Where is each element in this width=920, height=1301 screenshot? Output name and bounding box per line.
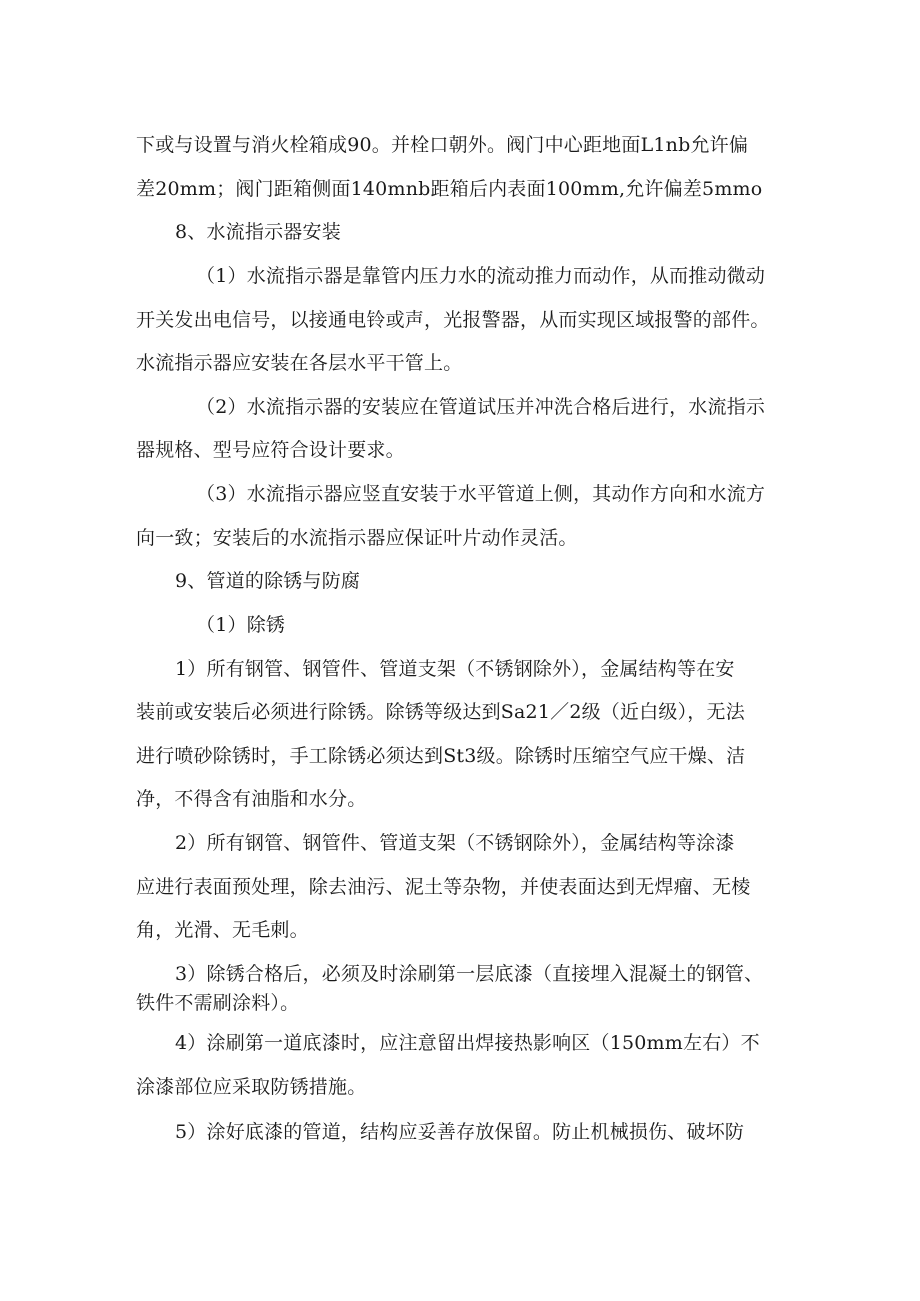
text-line: 水流指示器应安装在各层水平干管上。 bbox=[136, 352, 463, 374]
text-line: 3）除锈合格后，必须及时涂刷第一层底漆（直接埋入混凝土的钢管、 bbox=[175, 963, 764, 985]
text-line: 下或与设置与消火栓箱成90。并栓口朝外。阀门中心距地面L1nb允许偏 bbox=[136, 134, 749, 156]
subsection-heading: （1）除锈 bbox=[196, 614, 286, 636]
text-line: 5）涂好底漆的管道，结构应妥善存放保留。防止机械损伤、破坏防 bbox=[175, 1121, 745, 1143]
text-line: 角，光滑、无毛刺。 bbox=[136, 919, 309, 941]
text-line: （3）水流指示器应竖直安装于水平管道上侧，其动作方向和水流方 bbox=[196, 483, 766, 505]
text-line: 铁件不需刷涂料）。 bbox=[136, 992, 300, 1014]
text-line: 应进行表面预处理，除去油污、泥土等杂物，并使表面达到无焊瘤、无棱 bbox=[136, 876, 751, 898]
text-line: 器规格、型号应符合设计要求。 bbox=[136, 439, 405, 461]
text-line: 4）涂刷第一道底漆时，应注意留出焊接热影响区（150mm左右）不 bbox=[175, 1032, 760, 1054]
text-line: 进行喷砂除锈时，手工除锈必须达到St3级。除锈时压缩空气应干燥、洁 bbox=[136, 745, 746, 767]
text-line: 开关发出电信号，以接通电铃或声，光报警器，从而实现区域报警的部件。 bbox=[136, 309, 770, 331]
text-line: 1）所有钢管、钢管件、管道支架（不锈钢除外），金属结构等在安 bbox=[175, 658, 735, 680]
text-line: 装前或安装后必须进行除锈。除锈等级达到Sa21／2级（近白级），无法 bbox=[136, 701, 745, 723]
text-line: （1）水流指示器是靠管内压力水的流动推力而动作，从而推动微动 bbox=[196, 265, 766, 287]
section-heading: 9、管道的除锈与防腐 bbox=[175, 570, 361, 592]
text-line: （2）水流指示器的安装应在管道试压并冲洗合格后进行，水流指示 bbox=[196, 396, 766, 418]
text-line: 向一致；安装后的水流指示器应保证叶片动作灵活。 bbox=[136, 527, 578, 549]
text-line: 涂漆部位应采取防锈措施。 bbox=[136, 1076, 367, 1098]
section-heading: 8、水流指示器安装 bbox=[175, 221, 341, 243]
text-line: 2）所有钢管、钢管件、管道支架（不锈钢除外），金属结构等涂漆 bbox=[175, 832, 735, 854]
text-line: 差20mm；阀门距箱侧面140mnb距箱后内表面100mm,允许偏差5mmo bbox=[136, 178, 763, 200]
text-line: 净，不得含有油脂和水分。 bbox=[136, 788, 367, 810]
